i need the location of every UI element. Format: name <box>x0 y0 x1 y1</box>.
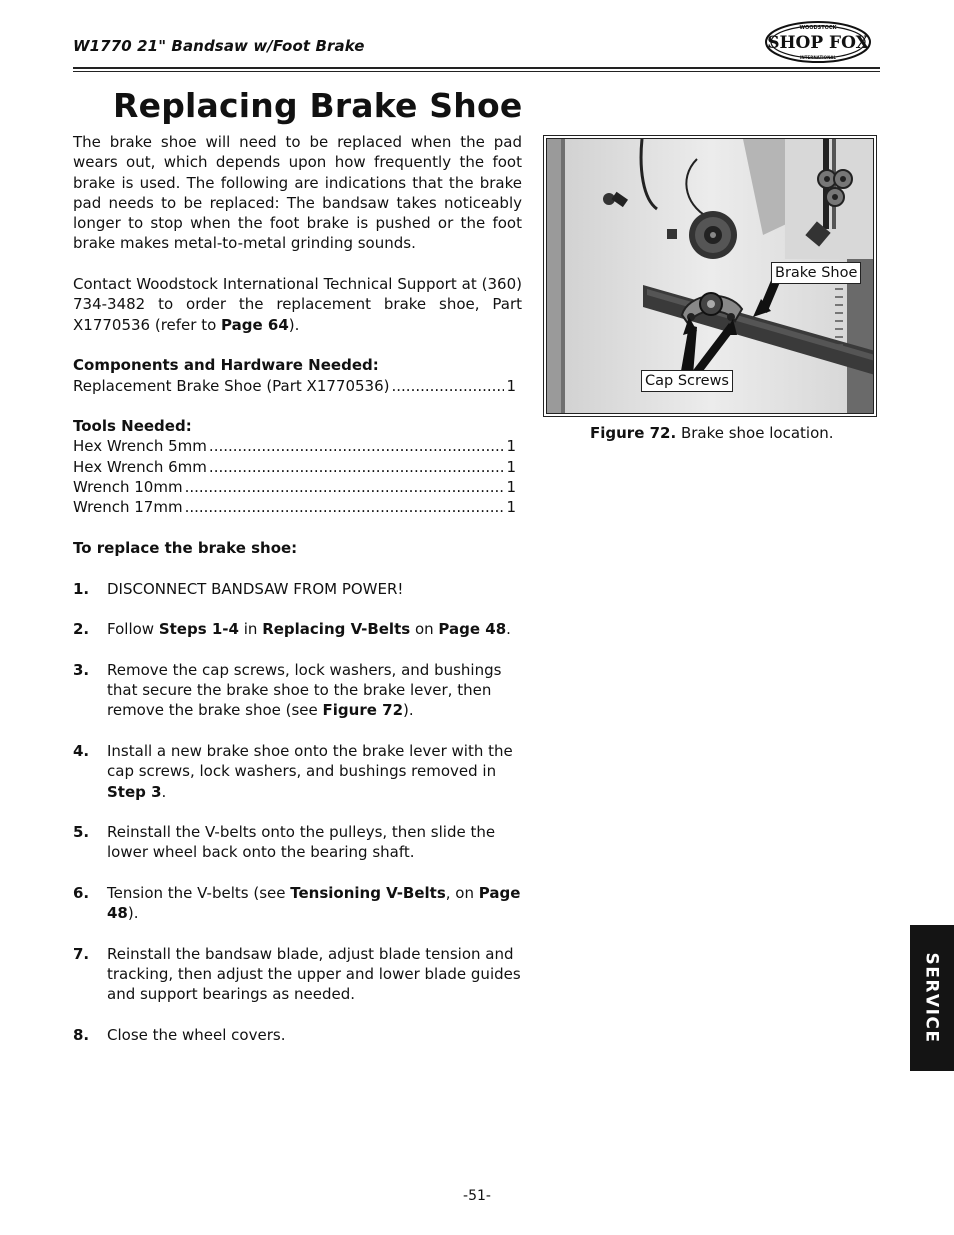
components-heading: Components and Hardware Needed: <box>73 356 379 375</box>
logo-top-text: WOODSTOCK <box>799 25 837 31</box>
tool-qty: 1 <box>506 437 516 456</box>
step-number: 8. <box>73 1026 90 1045</box>
tool-label: Wrench 17mm <box>73 498 183 517</box>
intro-paragraph: The brake shoe will need to be replaced when the pad wears out, which depends upon how frequently the foot brake is used. The following are indications that the brake pad needs to be replaced: The bandsaw takes noticeably longer to stop when the foot brake is pushed or the foot brake makes metal-to-metal grinding sounds. <box>73 133 522 253</box>
logo-brand-text: SHOP FOX <box>767 33 869 53</box>
component-label: Replacement Brake Shoe (Part X1770536) <box>73 376 390 395</box>
procedure-heading: To replace the brake shoe: <box>73 538 298 557</box>
contact-paragraph <box>73 274 522 335</box>
step-number: 2. <box>73 620 90 639</box>
tool-label: Wrench 10mm <box>73 478 183 497</box>
contact-page-ref: Page 64 <box>221 315 289 334</box>
figure-caption-label: Figure 72. <box>590 424 677 442</box>
page-title: Replacing Brake Shoe <box>113 86 523 125</box>
service-tab-label: SERVICE <box>922 952 942 1044</box>
step-text: Reinstall the V-belts onto the pulleys, then slide the lower wheel back onto the bearing shaft. <box>107 823 496 862</box>
figure-caption-text: Brake shoe location. <box>676 424 834 442</box>
step-text: Tension the V-belts (see Tensioning V-Belts, on Page 48). <box>107 883 521 923</box>
tool-qty: 1 <box>506 457 516 476</box>
step-1 <box>73 579 522 599</box>
header-rule-thin <box>73 71 880 72</box>
figure-caption <box>590 424 834 442</box>
service-section-tab <box>910 925 954 1071</box>
tools-heading: Tools Needed: <box>73 417 192 436</box>
step-text: DISCONNECT BANDSAW FROM POWER! <box>107 579 404 598</box>
step-number: 7. <box>73 944 90 963</box>
step-text: Reinstall the bandsaw blade, adjust blade tension and tracking, then adjust the upper and lower blade guides and support bearings as needed. <box>107 944 521 1004</box>
brake-shoe-callout: Brake Shoe <box>771 262 861 284</box>
step-text: Follow Steps 1-4 in Replacing V-Belts on Page 48. <box>107 620 511 639</box>
cap-screws-callout: Cap Screws <box>641 370 733 392</box>
shop-fox-logo <box>764 20 872 64</box>
logo-bottom-text: INTERNATIONAL <box>799 55 837 60</box>
step-2 <box>73 619 522 639</box>
tool-label: Hex Wrench 6mm <box>73 457 207 476</box>
step-4 <box>73 741 522 802</box>
step-number: 3. <box>73 660 90 679</box>
tool-label: Hex Wrench 5mm <box>73 437 207 456</box>
document-header-title: W1770 21" Bandsaw w/Foot Brake <box>73 37 365 55</box>
page-number: -51- <box>463 1188 491 1204</box>
tool-row <box>73 457 516 477</box>
step-number: 1. <box>73 579 90 598</box>
step-number: 4. <box>73 741 90 760</box>
component-qty: 1 <box>506 376 516 395</box>
step-number: 6. <box>73 883 90 902</box>
instruction-column <box>73 132 522 1045</box>
step-text: Remove the cap screws, lock washers, and bushings that secure the brake shoe to the brake lever, then remove the brake shoe (see Figure 72). <box>107 660 502 720</box>
tool-row <box>73 497 516 517</box>
component-row <box>73 376 516 396</box>
step-6 <box>73 883 522 924</box>
step-5 <box>73 822 522 863</box>
step-text: Install a new brake shoe onto the brake lever with the cap screws, lock washers, and bushings removed in Step 3. <box>107 741 513 801</box>
contact-end: ). <box>288 315 300 334</box>
tool-row <box>73 436 516 456</box>
tool-row <box>73 477 516 497</box>
tool-qty: 1 <box>506 498 516 517</box>
step-8 <box>73 1025 522 1045</box>
contact-text: Contact Woodstock International Technical Support at (360) 734-3482 to order the replacement brake shoe, Part X1770536 (refer to <box>73 275 522 334</box>
header-rule <box>73 67 880 69</box>
step-3 <box>73 660 522 721</box>
step-number: 5. <box>73 823 90 842</box>
tool-qty: 1 <box>506 478 516 497</box>
step-text: Close the wheel covers. <box>107 1026 286 1045</box>
step-7 <box>73 944 522 1005</box>
